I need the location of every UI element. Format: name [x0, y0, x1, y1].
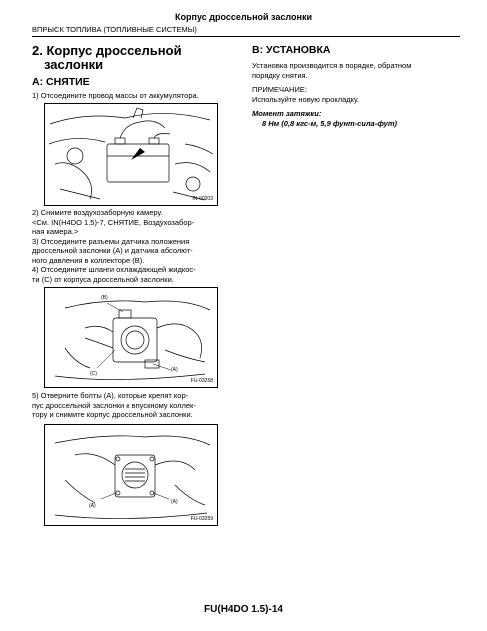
text-line: 3) Отсоедините разъемы датчика положения — [32, 236, 190, 246]
text-line: дроссельной заслонки (A) и датчика абсолют- — [32, 246, 193, 255]
header-rule — [32, 36, 460, 37]
callout-c: (C) — [90, 371, 97, 377]
torque-block — [252, 109, 397, 128]
text-line: 2) Снимите воздухозаборную камеру. — [32, 208, 163, 217]
page-header-subtitle: ВПРЫСК ТОПЛИВА (ТОПЛИВНЫЕ СИСТЕМЫ) — [32, 25, 197, 34]
figure-battery-drawing — [45, 104, 217, 205]
text-line: ти (C) от корпуса дроссельной заслонки. — [32, 274, 174, 284]
text-line: <См. IN(H4DO 1.5)-7, СНЯТИЕ, Воздухозабор- — [32, 217, 195, 227]
figure-throttle-connectors — [44, 287, 218, 388]
removal-heading: A: СНЯТИЕ — [32, 76, 90, 88]
section-title — [32, 44, 182, 72]
install-text — [252, 61, 411, 80]
page-header-title: Корпус дроссельной заслонки — [175, 12, 312, 22]
text-line: тору и снимите корпус дроссельной заслонки. — [32, 410, 193, 419]
page-number: FU(H4DO 1.5)-14 — [204, 604, 283, 615]
text-line: 4) Отсоедините шланги охлаждающей жидкос- — [32, 265, 196, 274]
figure-throttle-connectors-code: FU-03258 — [190, 378, 213, 384]
figure-throttle-bolts-drawing — [45, 425, 217, 525]
step-5 — [32, 391, 196, 420]
note-text: Используйте новую прокладку. — [252, 94, 360, 104]
install-heading: B: УСТАНОВКА — [252, 44, 331, 56]
text-line: Установка производится в порядке, обратном — [252, 61, 412, 70]
steps-2-4 — [32, 208, 196, 284]
text-line: ного давления в коллекторе (B). — [32, 255, 145, 265]
figure-battery-code: IN-00203 — [192, 196, 213, 202]
callout-b: (B) — [101, 295, 108, 301]
text-line: ная камера.> — [32, 227, 79, 236]
torque-label: Момент затяжки: — [252, 109, 322, 118]
torque-value: 8 Нм (0,8 кгс-м, 5,9 фунт-сила-фут) — [262, 118, 398, 128]
note-label: ПРИМЕЧАНИЕ: — [252, 85, 307, 94]
callout-a-left: (A) — [89, 503, 96, 509]
figure-battery — [44, 103, 218, 206]
callout-a-right: (A) — [171, 499, 178, 505]
step-1: 1) Отсоедините провод массы от аккумулятора. — [32, 91, 199, 100]
text-line: пус дроссельной заслонки к впускному коллек- — [32, 400, 196, 410]
figure-throttle-bolts — [44, 424, 218, 526]
note-block — [252, 85, 359, 104]
text-line: порядку снятия. — [252, 70, 308, 80]
callout-a: (A) — [171, 367, 178, 373]
text-line: 5) Отверните болты (A), которые крепят кор- — [32, 391, 189, 400]
section-title-line1: 2. Корпус дроссельной — [32, 43, 182, 58]
figure-throttle-bolts-code: FU-03259 — [190, 516, 213, 522]
figure-throttle-connectors-drawing — [45, 288, 217, 387]
section-title-line2: заслонки — [44, 57, 104, 72]
